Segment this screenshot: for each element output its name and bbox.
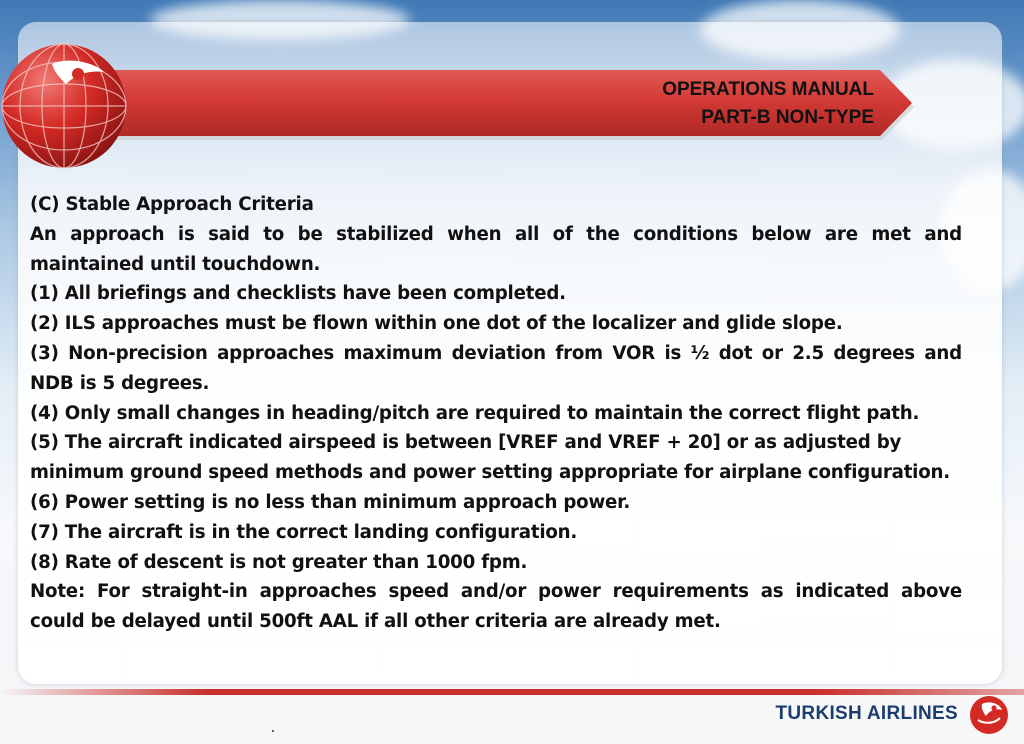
list-item-8: (8) Rate of descent is not greater than 1000 fpm. — [30, 551, 528, 573]
list-item-2: (2) ILS approaches must be flown within one dot of the localizer and glide slope. — [30, 313, 843, 335]
globe-logo-icon — [0, 42, 128, 170]
header-line2: PART-B NON-TYPE — [701, 107, 874, 128]
list-item-6: (6) Power setting is no less than minimum approach power. — [30, 491, 631, 513]
header-line1: OPERATIONS MANUAL — [662, 79, 874, 100]
list-item-5-line2: minimum ground speed methods and power setting appropriate for airplane configuration. — [30, 462, 950, 484]
airline-logo-icon — [968, 694, 1010, 736]
header-title — [662, 76, 874, 132]
list-item-5-line1: (5) The aircraft indicated airspeed is between [VREF and VREF + 20] or as adjusted by — [30, 432, 902, 454]
list-item-7: (7) The aircraft is in the correct landing configuration. — [30, 521, 578, 543]
list-item-1: (1) All briefings and checklists have been completed. — [30, 283, 566, 305]
footer-dot — [272, 730, 274, 732]
brand-name: TURKISH AIRLINES — [775, 703, 958, 724]
section-heading: (C) Stable Approach Criteria — [30, 194, 314, 215]
note-paragraph: Note: For straight-in approaches speed and/or power requirements as indicated above could be delayed until 500ft AAL if all other criteria are already met. — [30, 581, 962, 633]
document-body — [30, 190, 962, 637]
intro-paragraph: An approach is said to be stabilized when all of the conditions below are met and maintained until touchdown. — [30, 223, 962, 275]
list-item-4: (4) Only small changes in heading/pitch are required to maintain the correct flight path. — [30, 402, 920, 424]
list-item-3: (3) Non-precision approaches maximum deviation from VOR is ½ dot or 2.5 degrees and NDB is 5 degrees. — [30, 342, 962, 394]
